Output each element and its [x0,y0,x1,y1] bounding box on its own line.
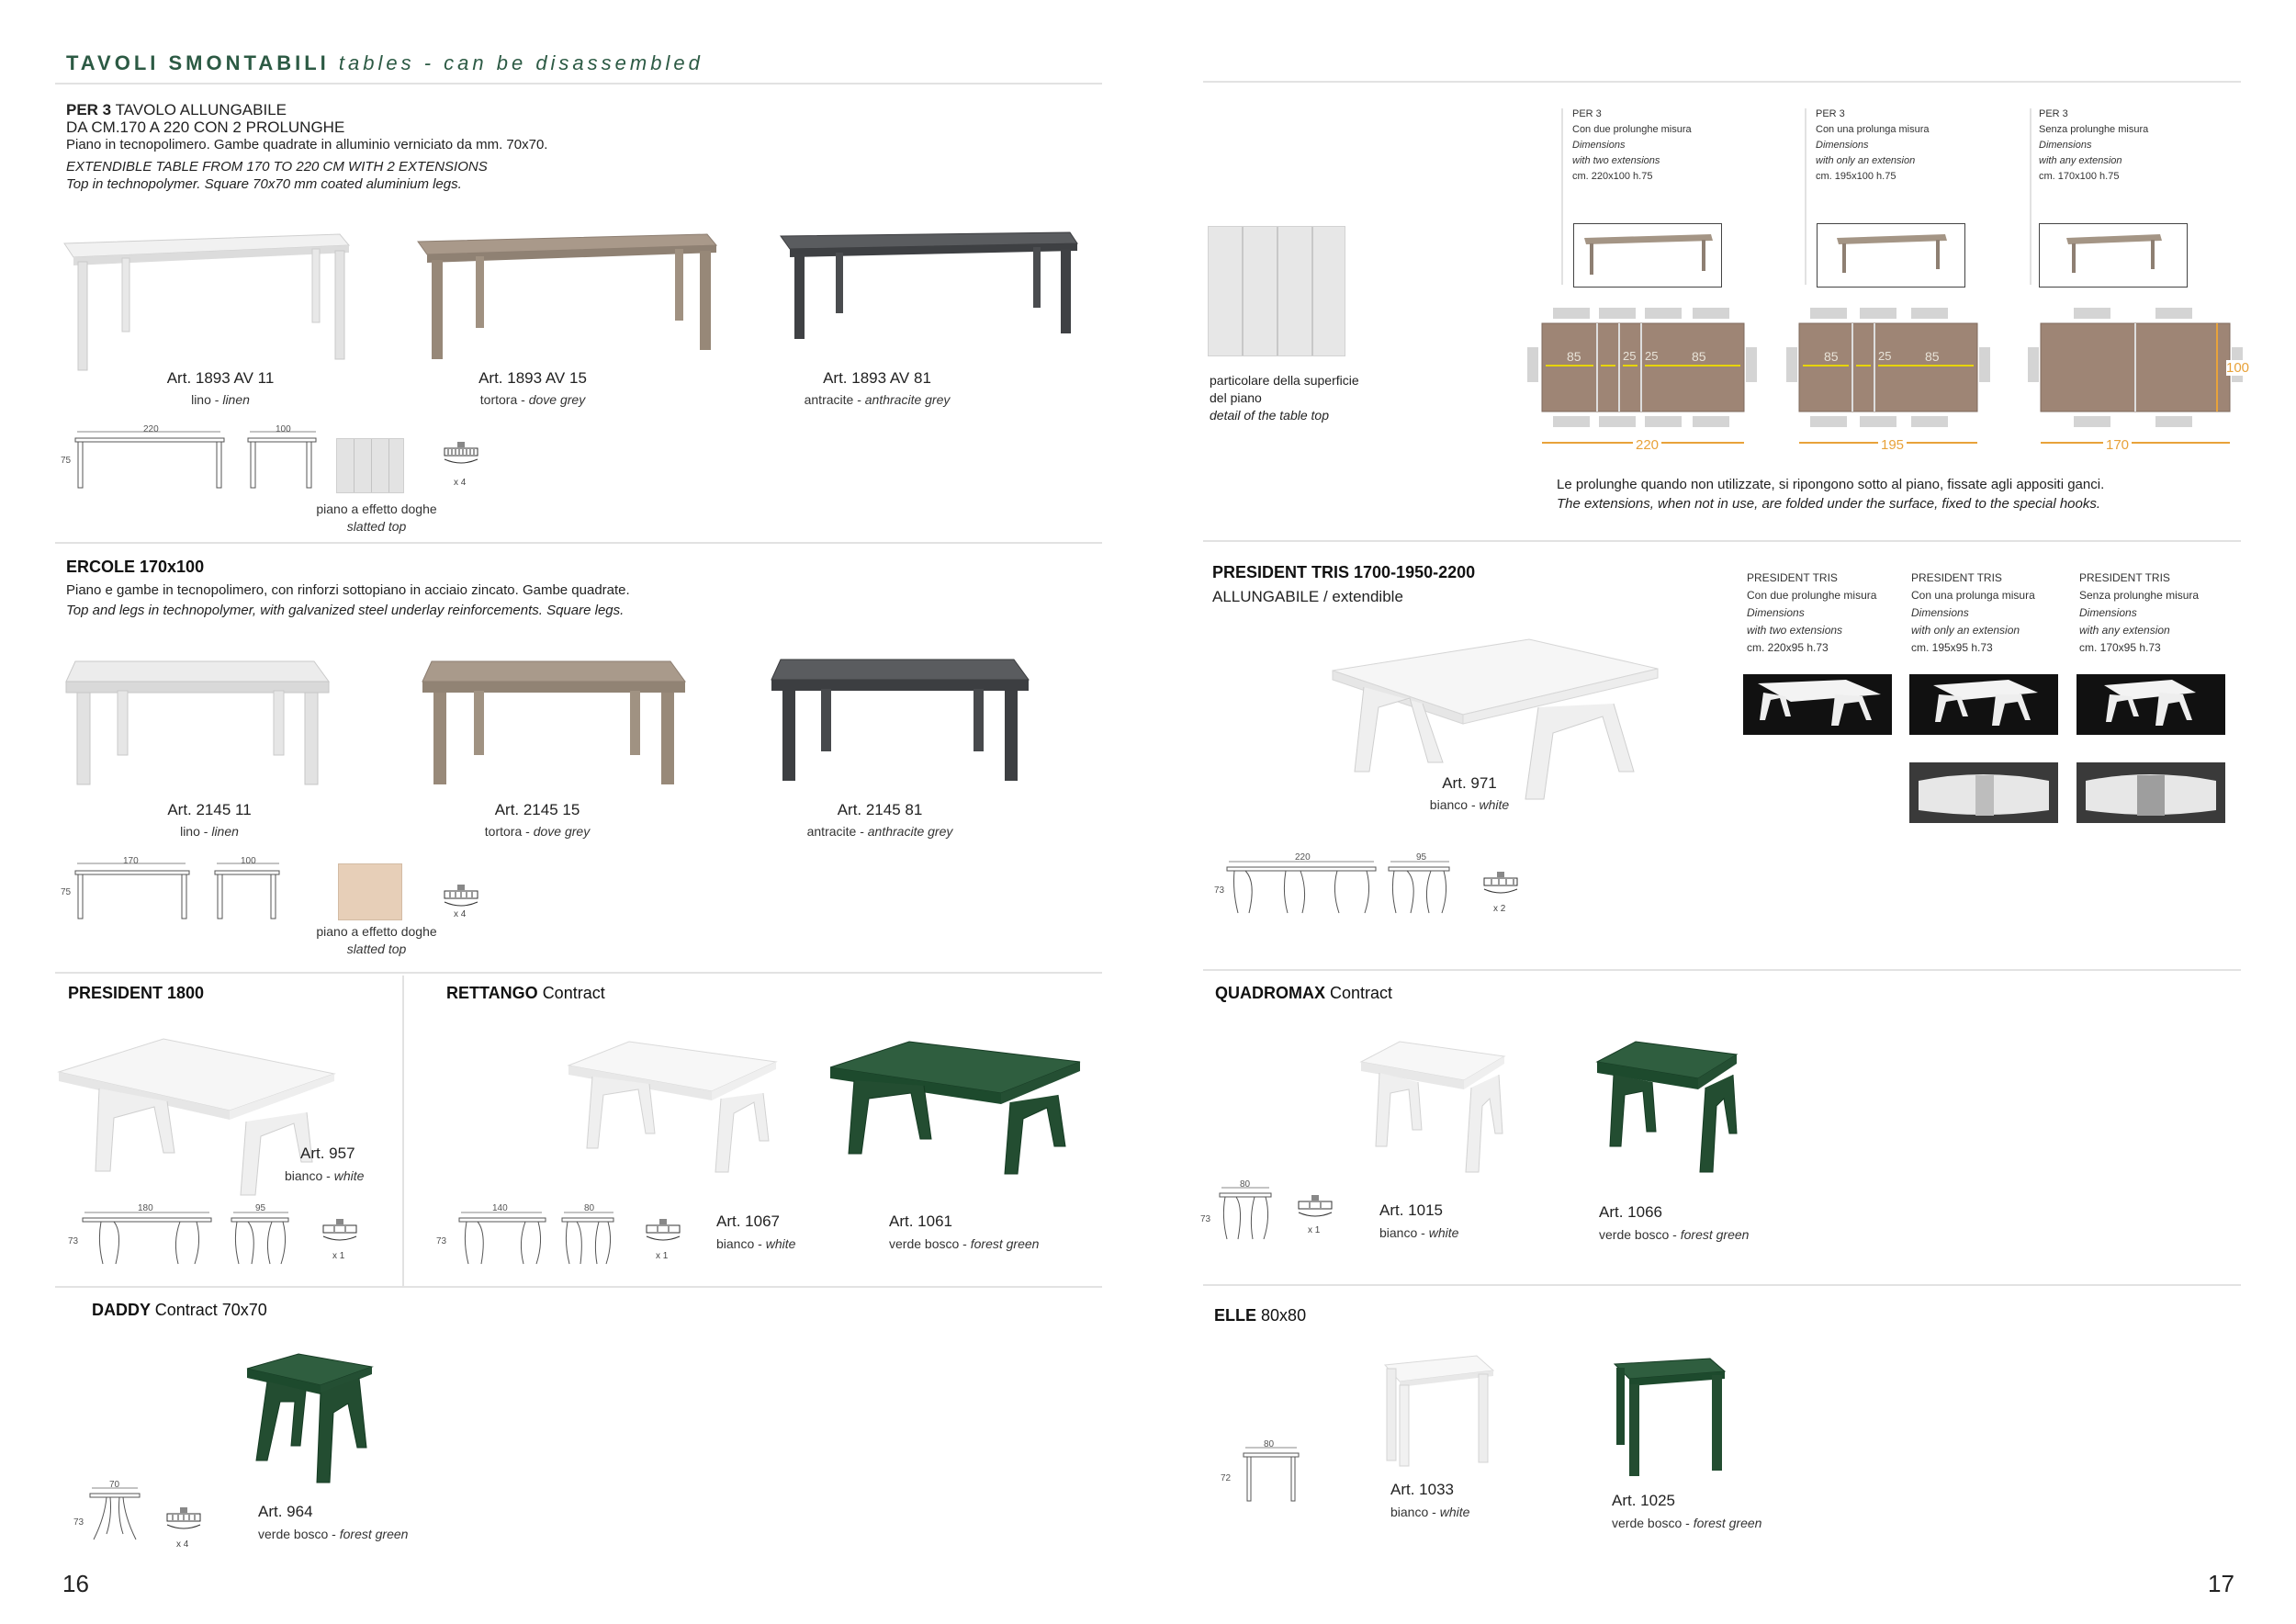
stack-pack-icon [643,1218,683,1246]
config-line: cm. 220x95 h.73 [1747,641,1829,654]
config-line: Dimensions [1747,606,1805,619]
page-title-bold: TAVOLI SMONTABILI [66,51,330,74]
per3-anthracite-table-image [776,225,1079,344]
dim-width-label: 95 [255,1203,266,1213]
rettango-green-table-image [827,1038,1084,1176]
divider [55,972,1102,974]
color-it: bianco [285,1168,323,1183]
rettango-art-1: Art. 1067 [716,1212,780,1230]
quadromax-color-2: verde bosco - forest green [1599,1227,1750,1242]
stack-pack-icon [163,1506,204,1534]
president1800-art: Art. 957 [300,1145,355,1162]
per3-side-dimension-drawing [246,424,320,493]
per3-art-2: Art. 1893 AV 15 [478,369,587,387]
divider [55,1286,1102,1288]
plan-label: 25 [1878,349,1892,363]
color-en: white [765,1236,796,1251]
president1800-front-dimension-drawing [72,1205,219,1271]
pack-quantity: x 1 [1308,1225,1321,1235]
per3-table-top-detail-image [1208,226,1345,356]
config-line: with only an extension [1911,624,2020,637]
daddy-title-bold: DADDY [92,1301,151,1319]
president1800-title: PRESIDENT 1800 [68,984,205,1002]
dim-width-label: 80 [1264,1439,1275,1449]
ercole-desc-it: Piano e gambe in tecnopolimero, con rinforzi sottopiano in acciaio zincato. Gambe quadrate. [66,582,630,598]
pack-quantity: x 4 [454,478,467,488]
config-line: Senza prolunghe misura [2079,589,2200,602]
color-en: linen [222,392,250,407]
divider [1203,1284,2241,1286]
per3-slatted-swatch [336,438,404,493]
plan-label: 25 [1645,349,1659,363]
dim-width-label: 80 [584,1203,595,1213]
elle-color-2: verde bosco - forest green [1612,1516,1762,1530]
config-line: Con due prolunghe misura [1572,124,1692,135]
president-tris-extension-photo-2 [2077,762,2225,823]
president-tris-title: PRESIDENT TRIS 1700-1950-2200 [1212,563,1476,581]
per3-swatch-caption-en: slatted top [346,519,407,534]
color-it: verde bosco [889,1236,960,1251]
president1800-side-dimension-drawing [230,1205,294,1271]
config-line: cm. 170x100 h.75 [2039,171,2120,182]
ercole-art-3: Art. 2145 81 [837,801,923,818]
stack-pack-icon [441,441,481,468]
color-it: tortora [484,824,523,839]
dim-height-label: 73 [68,1236,79,1246]
color-en: forest green [339,1527,409,1541]
divider [55,83,1102,85]
per3-config-thumb-195 [1817,223,1965,288]
rettango-art-2: Art. 1061 [889,1212,952,1230]
quadromax-color-1: bianco - white [1379,1225,1459,1240]
ercole-art-2: Art. 2145 15 [494,801,580,818]
color-en: dove grey [533,824,591,839]
page-number-right: 17 [2208,1570,2234,1597]
config-line: Dimensions [2039,140,2092,151]
per3-front-dimension-drawing [55,424,239,493]
quadromax-white-table-image [1357,1038,1509,1176]
daddy-title [92,1301,267,1320]
config-line: Con una prolunga misura [1816,124,1930,135]
page-title [66,51,703,75]
config-line: PRESIDENT TRIS [1911,571,2002,584]
config-line: Con una prolunga misura [1911,589,2035,602]
color-en: anthracite grey [867,824,953,839]
elle-green-table-image [1609,1355,1728,1479]
president-tris-photo-220 [1743,674,1892,735]
quadromax-title-rest: Contract [1330,984,1393,1002]
rettango-title-rest: Contract [542,984,605,1002]
color-it: tortora [479,392,518,407]
per3-config-2 [1816,107,1930,185]
per3-section-header [66,101,709,193]
divider [1805,108,1806,285]
note-it: Le prolunghe quando non utilizzate, si ripongono sotto al piano, fissate agli appositi ganci. [1557,477,2105,492]
dim-length-label: 180 [138,1203,153,1213]
color-it: bianco [1379,1225,1418,1240]
config-line: PER 3 [2039,108,2068,119]
detail-caption-it-2: del piano [1210,390,1262,405]
ercole-linen-table-image [64,654,331,792]
ercole-side-dimension-drawing [213,856,287,925]
config-line: cm. 170x95 h.73 [2079,641,2161,654]
color-en: forest green [970,1236,1040,1251]
config-line: with only an extension [1816,155,1916,166]
per3-plan-diagram [1520,303,2245,455]
color-en: white [1428,1225,1459,1240]
color-en: white [333,1168,365,1183]
rettango-title [446,984,605,1003]
per3-art-3: Art. 1893 AV 81 [823,369,931,387]
president-tris-config-2 [1911,570,2035,657]
plan-label: 25 [1623,349,1637,363]
dim-width-label: 70 [109,1480,120,1490]
color-it: verde bosco [1599,1227,1670,1242]
color-it: bianco [1429,797,1469,812]
color-en: forest green [1693,1516,1762,1530]
pack-quantity: x 1 [656,1251,669,1261]
color-en: anthracite grey [864,392,951,407]
dim-width-label: 100 [276,424,291,434]
per3-config-1 [1572,107,1692,185]
per3-title: TAVOLO ALLUNGABILE [115,101,287,118]
elle-color-1: bianco - white [1390,1505,1470,1519]
per3-color-2: tortora - dove grey [479,392,586,407]
per3-linen-table-image [55,225,358,377]
config-line: Con due prolunghe misura [1747,589,1877,602]
elle-white-table-image [1378,1352,1497,1472]
config-line: with any extension [2079,624,2170,637]
color-it: antracite [806,824,857,839]
elle-art-2: Art. 1025 [1612,1492,1675,1509]
dim-length-label: 220 [143,424,159,434]
quadromax-green-table-image [1593,1038,1740,1176]
config-line: with any extension [2039,155,2122,166]
divider [1203,81,2241,83]
elle-title-bold: ELLE [1214,1306,1257,1325]
plan-label: 85 [1692,349,1706,364]
president-tris-side-dimension-drawing [1387,854,1453,920]
config-line: Dimensions [1816,140,1869,151]
page-title-italic: tables - can be disassembled [338,51,703,74]
president-tris-front-dimension-drawing [1212,854,1378,920]
dim-height-label: 73 [1214,885,1225,896]
color-it: bianco [716,1236,755,1251]
color-it: antracite [804,392,854,407]
note-en: The extensions, when not in use, are folded under the surface, fixed to the special hooks. [1557,496,2101,512]
stack-pack-icon [441,884,481,911]
ercole-swatch-caption-it: piano a effetto doghe [316,924,437,939]
ercole-front-dimension-drawing [55,856,193,925]
ercole-anthracite-table-image [770,654,1031,787]
dim-height-label: 75 [61,887,72,897]
detail-caption-it-1: particolare della superficie [1210,373,1359,388]
plan-depth-100: 100 [2226,360,2250,376]
divider [55,542,1102,544]
per3-title-bold: PER 3 [66,101,112,118]
rettango-front-dimension-drawing [450,1205,551,1271]
elle-dimension-drawing [1229,1440,1302,1506]
per3-desc-en2: Top in technopolymer. Square 70x70 mm coated aluminium legs. [66,176,462,192]
president-tris-subtitle: ALLUNGABILE / extendible [1212,588,1403,605]
ercole-title: ERCOLE 170x100 [66,558,205,576]
elle-art-1: Art. 1033 [1390,1481,1454,1498]
plan-total-195: 195 [1878,437,1907,453]
color-en: white [1479,797,1510,812]
color-en: forest green [1680,1227,1750,1242]
ercole-slatted-swatch [338,863,402,920]
dim-length-label: 170 [123,856,139,866]
daddy-color: verde bosco - forest green [258,1527,409,1541]
color-it: lino [180,824,200,839]
config-line: PRESIDENT TRIS [2079,571,2170,584]
ercole-swatch-caption-en: slatted top [346,942,407,956]
daddy-dimension-drawing [83,1481,147,1547]
config-line: cm. 195x100 h.75 [1816,171,1896,182]
dim-length-label: 140 [492,1203,508,1213]
divider [402,976,404,1288]
config-line: Dimensions [1572,140,1626,151]
config-line: cm. 220x100 h.75 [1572,171,1653,182]
daddy-green-table-image [243,1350,377,1488]
president-tris-photo-195 [1909,674,2058,735]
per3-config-3 [2039,107,2148,185]
elle-title [1214,1306,1306,1325]
president-tris-art: Art. 971 [1442,774,1497,792]
per3-title-line2: DA CM.170 A 220 CON 2 PROLUNGHE [66,118,345,136]
color-it: bianco [1390,1505,1429,1519]
ercole-desc-en: Top and legs in technopolymer, with galvanized steel underlay reinforcements. Square legs. [66,603,625,618]
divider [1561,108,1563,285]
color-en: white [1439,1505,1470,1519]
plan-label: 85 [1824,349,1839,364]
config-line: Dimensions [1911,606,1969,619]
dim-height-label: 73 [436,1236,447,1246]
color-it: lino [191,392,211,407]
per3-color-3: antracite - anthracite grey [804,392,951,407]
president-tris-color: bianco - white [1429,797,1510,812]
color-it: verde bosco [258,1527,329,1541]
per3-note [1557,475,2104,513]
ercole-color-1: lino - linen [180,824,239,839]
config-line: cm. 195x95 h.73 [1911,641,1993,654]
quadromax-title [1215,984,1392,1003]
divider [1203,969,2241,971]
president-tris-config-3 [2079,570,2199,657]
ercole-color-3: antracite - anthracite grey [806,824,953,839]
plan-total-170: 170 [2103,437,2132,453]
per3-config-thumb-170 [2039,223,2188,288]
dim-height-label: 73 [73,1517,84,1528]
dim-height-label: 73 [1200,1214,1211,1224]
rettango-white-table-image [565,1038,781,1176]
config-line: with two extensions [1747,624,1843,637]
dim-width-label: 100 [241,856,256,866]
plan-total-220: 220 [1633,437,1661,453]
president-tris-extension-photo-1 [1909,762,2058,823]
per3-desc-en1: EXTENDIBLE TABLE FROM 170 TO 220 CM WITH 2 EXTENSIONS [66,159,488,175]
ercole-color-2: tortora - dove grey [484,824,591,839]
dim-width-label: 95 [1416,852,1427,863]
dim-height-label: 75 [61,456,72,466]
config-line: PRESIDENT TRIS [1747,571,1838,584]
stack-pack-icon [320,1218,360,1246]
pack-quantity: x 4 [176,1539,189,1550]
rettango-title-bold: RETTANGO [446,984,538,1002]
per3-desc-it: Piano in tecnopolimero. Gambe quadrate in alluminio verniciato da mm. 70x70. [66,137,548,152]
dim-length-label: 220 [1295,852,1311,863]
config-line: with two extensions [1572,155,1660,166]
ercole-art-1: Art. 2145 11 [167,801,252,818]
daddy-art: Art. 964 [258,1503,313,1520]
per3-color-1: lino - linen [191,392,250,407]
per3-doveGrey-table-image [413,225,726,377]
stack-pack-icon [1480,871,1521,898]
per3-config-thumb-220 [1573,223,1722,288]
pack-quantity: x 2 [1493,904,1506,914]
ercole-doveGrey-table-image [421,654,687,792]
quadromax-dimension-drawing [1212,1180,1277,1246]
daddy-title-rest: Contract 70x70 [154,1301,267,1319]
president1800-color: bianco - white [285,1168,365,1183]
quadromax-art-1: Art. 1015 [1379,1201,1443,1219]
rettango-color-1: bianco - white [716,1236,796,1251]
pack-quantity: x 4 [454,909,467,919]
pack-quantity: x 1 [332,1251,345,1261]
divider [1203,540,2241,542]
quadromax-title-bold: QUADROMAX [1215,984,1325,1002]
dim-width-label: 80 [1240,1179,1251,1190]
plan-label: 85 [1567,349,1581,364]
color-it: verde bosco [1612,1516,1683,1530]
color-en: dove grey [528,392,586,407]
color-en: linen [211,824,239,839]
config-line: Senza prolunghe misura [2039,124,2149,135]
detail-caption-en: detail of the table top [1210,408,1329,423]
config-line: PER 3 [1572,108,1602,119]
per3-art-1: Art. 1893 AV 11 [166,369,275,387]
stack-pack-icon [1295,1194,1335,1222]
president-tris-config-1 [1747,570,1876,657]
divider [2030,108,2032,285]
elle-title-rest: 80x80 [1261,1306,1307,1325]
page-number-left: 16 [62,1570,89,1597]
per3-detail-caption [1210,372,1359,424]
rettango-side-dimension-drawing [560,1205,617,1271]
rettango-color-2: verde bosco - forest green [889,1236,1040,1251]
per3-swatch-caption-it: piano a effetto doghe [316,502,437,516]
plan-label: 85 [1925,349,1940,364]
config-line: PER 3 [1816,108,1845,119]
president-tris-photo-170 [2077,674,2225,735]
dim-height-label: 72 [1221,1473,1232,1483]
quadromax-art-2: Art. 1066 [1599,1203,1662,1221]
config-line: Dimensions [2079,606,2137,619]
